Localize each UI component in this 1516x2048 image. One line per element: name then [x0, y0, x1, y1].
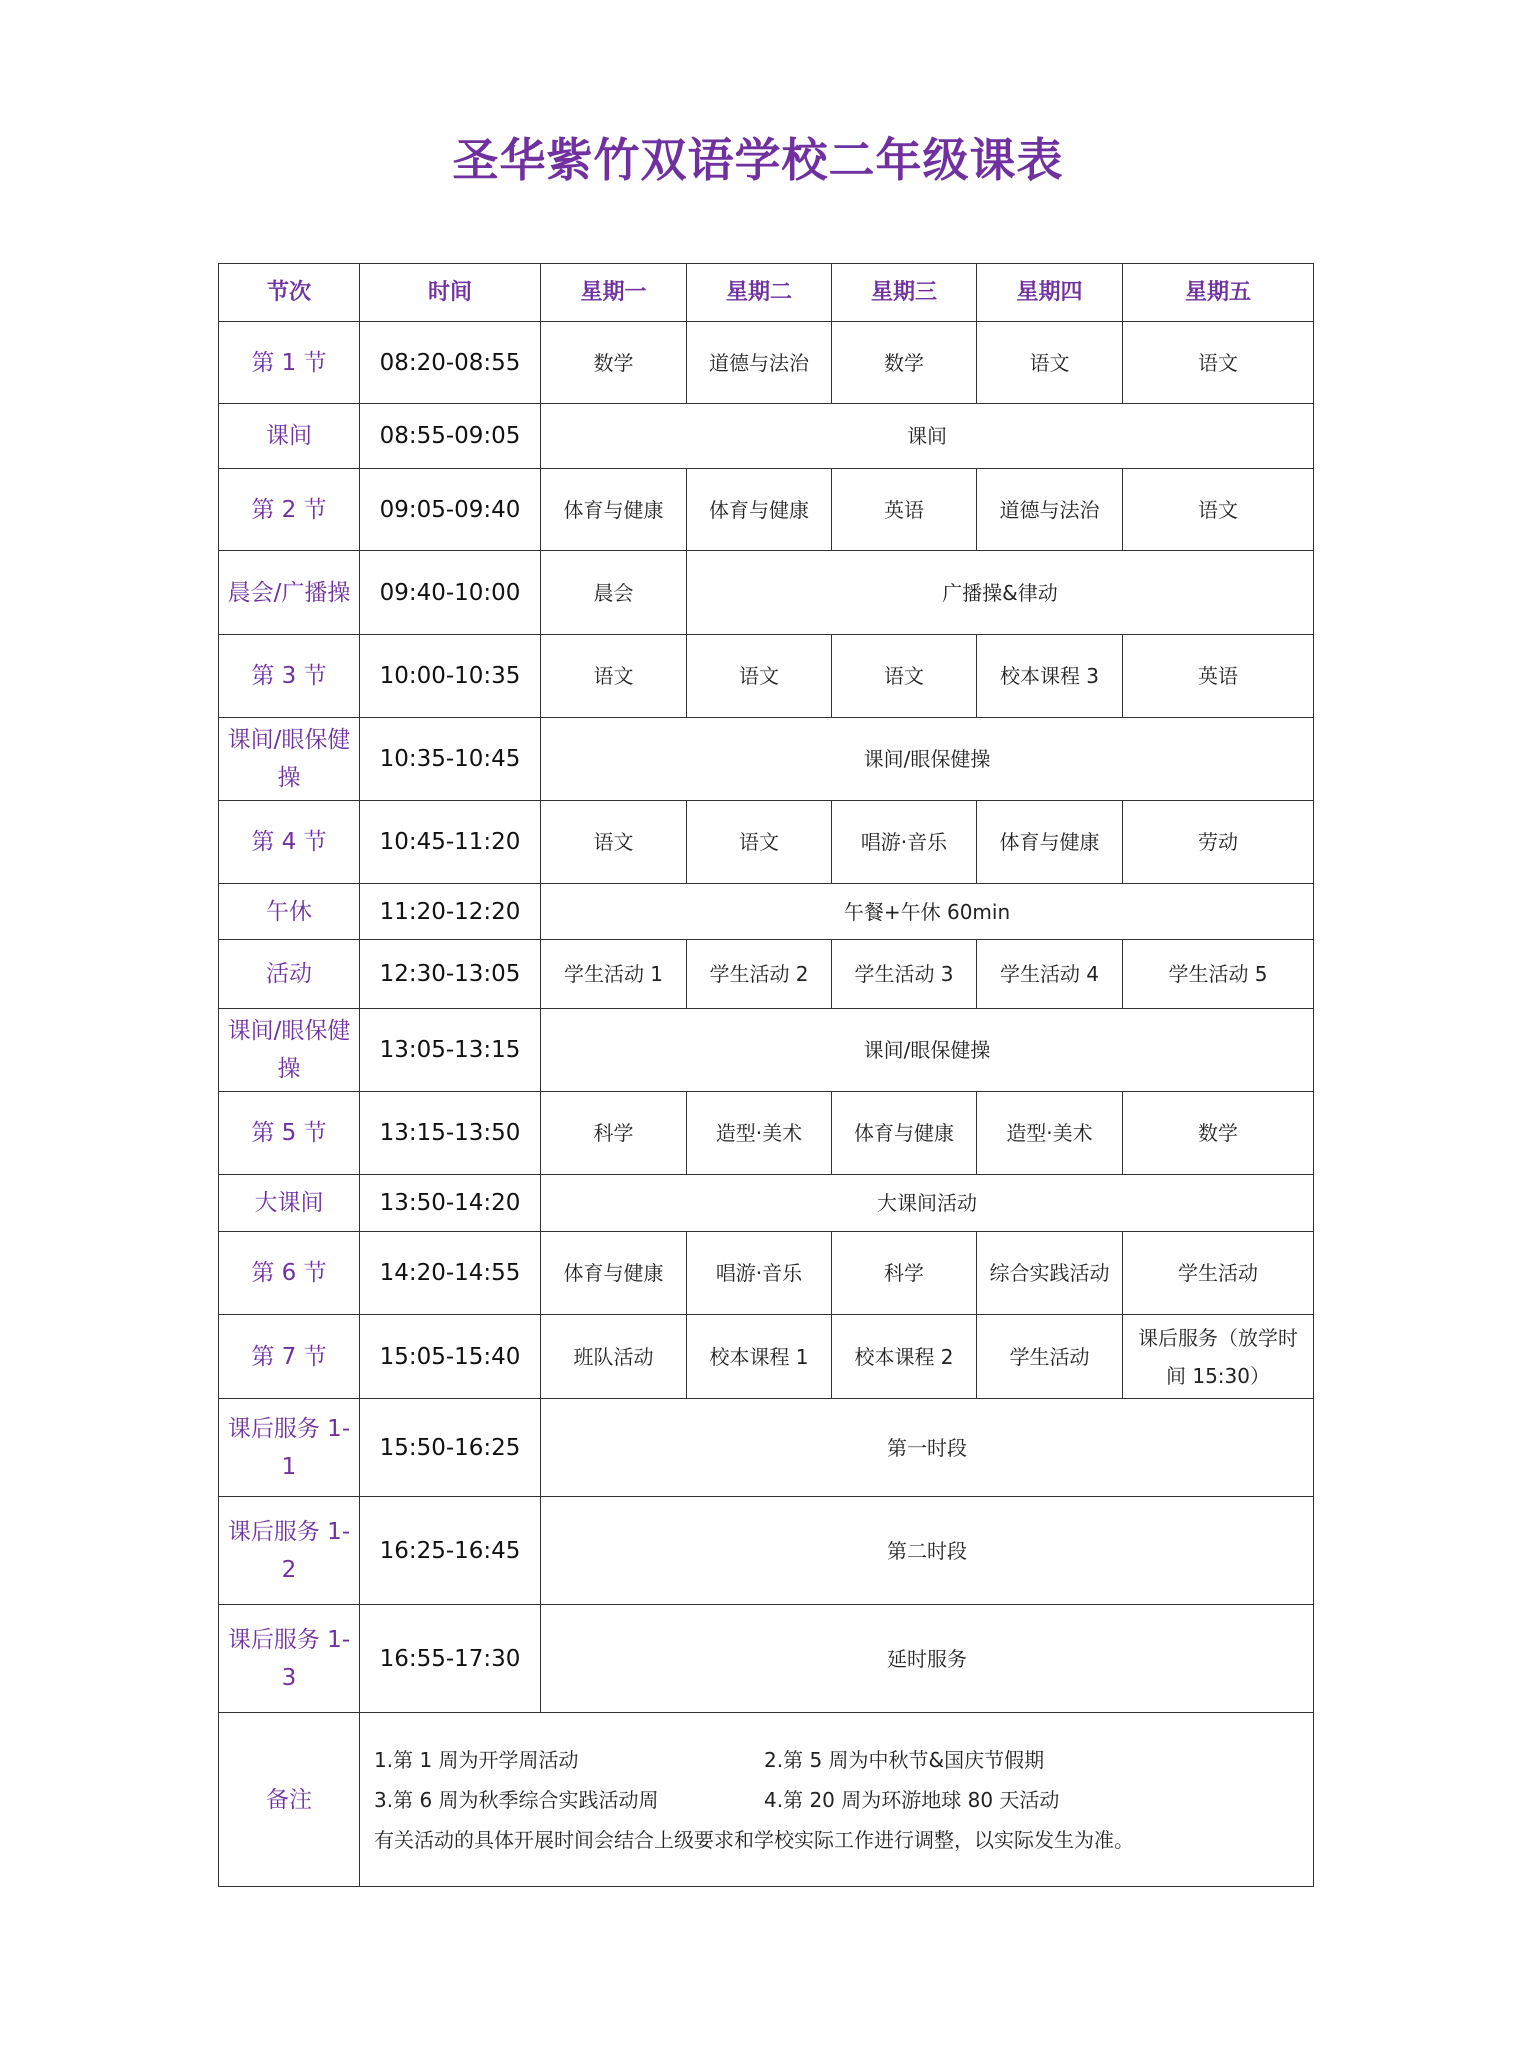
class-cell: 综合实践活动 [977, 1232, 1123, 1315]
page-title: 圣华紫竹双语学校二年级课表 [452, 133, 1064, 187]
table-row [219, 635, 1314, 718]
table-row [219, 1399, 1314, 1497]
class-cell: 语文 [687, 801, 832, 884]
time-range: 10:45-11:20 [360, 801, 541, 884]
class-cell: 校本课程 1 [687, 1315, 832, 1399]
time-range: 15:50-16:25 [360, 1399, 541, 1497]
time-range: 13:05-13:15 [360, 1009, 541, 1092]
time-range: 15:05-15:40 [360, 1315, 541, 1399]
notes-label: 备注 [219, 1713, 360, 1887]
time-range: 14:20-14:55 [360, 1232, 541, 1315]
header-period: 节次 [219, 264, 360, 322]
header-day-1: 星期一 [541, 264, 687, 322]
class-cell: 学生活动 4 [977, 940, 1123, 1009]
note-item: 3.第 6 周为秋季综合实践活动周 [374, 1787, 659, 1812]
table-row [219, 1497, 1314, 1605]
class-cell: 语文 [832, 635, 977, 718]
class-cell: 科学 [541, 1092, 687, 1175]
class-cell: 道德与法治 [687, 322, 832, 404]
class-cell: 学生活动 [1123, 1232, 1314, 1315]
period-label: 课后服务 1-2 [219, 1497, 360, 1605]
notes-content [360, 1713, 1314, 1887]
span-cell: 广播操&律动 [687, 551, 1314, 635]
class-cell: 体育与健康 [541, 1232, 687, 1315]
period-label: 大课间 [219, 1175, 360, 1232]
class-cell: 数学 [832, 322, 977, 404]
span-cell: 第二时段 [541, 1497, 1314, 1605]
note-item: 2.第 5 周为中秋节&国庆节假期 [764, 1747, 1045, 1772]
class-cell: 唱游·音乐 [687, 1232, 832, 1315]
class-cell: 造型·美术 [977, 1092, 1123, 1175]
span-cell: 延时服务 [541, 1605, 1314, 1713]
time-range: 09:40-10:00 [360, 551, 541, 635]
time-range: 10:00-10:35 [360, 635, 541, 718]
period-label: 第 3 节 [219, 635, 360, 718]
time-range: 10:35-10:45 [360, 718, 541, 801]
class-cell: 课后服务（放学时间 15:30） [1123, 1315, 1314, 1399]
time-range: 11:20-12:20 [360, 884, 541, 940]
time-range: 16:55-17:30 [360, 1605, 541, 1713]
span-cell: 课间/眼保健操 [541, 718, 1314, 801]
table-row [219, 884, 1314, 940]
time-range: 09:05-09:40 [360, 469, 541, 551]
class-cell: 英语 [832, 469, 977, 551]
notes-line [374, 1780, 1299, 1820]
class-cell: 数学 [541, 322, 687, 404]
period-label: 课间/眼保健操 [219, 718, 360, 801]
span-cell: 第一时段 [541, 1399, 1314, 1497]
table-row [219, 1315, 1314, 1399]
class-cell: 学生活动 2 [687, 940, 832, 1009]
class-cell: 道德与法治 [977, 469, 1123, 551]
class-cell: 语文 [1123, 469, 1314, 551]
class-cell: 唱游·音乐 [832, 801, 977, 884]
table-row [219, 1092, 1314, 1175]
notes-row [219, 1713, 1314, 1887]
timetable [218, 263, 1314, 1887]
class-cell: 体育与健康 [832, 1092, 977, 1175]
class-cell: 学生活动 3 [832, 940, 977, 1009]
period-label: 第 4 节 [219, 801, 360, 884]
class-cell: 校本课程 2 [832, 1315, 977, 1399]
class-cell: 语文 [687, 635, 832, 718]
period-label: 第 6 节 [219, 1232, 360, 1315]
period-label: 课后服务 1-1 [219, 1399, 360, 1497]
period-label: 午休 [219, 884, 360, 940]
time-range: 08:55-09:05 [360, 404, 541, 469]
header-row [219, 264, 1314, 322]
table-row [219, 551, 1314, 635]
period-label: 课间/眼保健操 [219, 1009, 360, 1092]
span-cell: 课间/眼保健操 [541, 1009, 1314, 1092]
period-label: 第 1 节 [219, 322, 360, 404]
table-row [219, 1605, 1314, 1713]
header-time: 时间 [360, 264, 541, 322]
class-cell: 语文 [541, 635, 687, 718]
class-cell: 体育与健康 [687, 469, 832, 551]
class-cell: 语文 [977, 322, 1123, 404]
class-cell: 科学 [832, 1232, 977, 1315]
time-range: 13:15-13:50 [360, 1092, 541, 1175]
span-cell: 课间 [541, 404, 1314, 469]
note-item: 4.第 20 周为环游地球 80 天活动 [764, 1787, 1060, 1812]
table-row [219, 940, 1314, 1009]
table-row [219, 469, 1314, 551]
table-row [219, 718, 1314, 801]
class-cell: 校本课程 3 [977, 635, 1123, 718]
time-range: 16:25-16:45 [360, 1497, 541, 1605]
span-cell: 午餐+午休 60min [541, 884, 1314, 940]
period-label: 活动 [219, 940, 360, 1009]
notes-line [374, 1740, 1299, 1780]
timetable-body [219, 264, 1314, 1887]
class-cell: 造型·美术 [687, 1092, 832, 1175]
header-day-5: 星期五 [1123, 264, 1314, 322]
header-day-2: 星期二 [687, 264, 832, 322]
time-range: 12:30-13:05 [360, 940, 541, 1009]
time-range: 13:50-14:20 [360, 1175, 541, 1232]
class-cell: 劳动 [1123, 801, 1314, 884]
class-cell: 学生活动 [977, 1315, 1123, 1399]
class-cell: 语文 [1123, 322, 1314, 404]
header-day-4: 星期四 [977, 264, 1123, 322]
notes-footer: 有关活动的具体开展时间会结合上级要求和学校实际工作进行调整，以实际发生为准。 [374, 1827, 1134, 1852]
period-label: 课间 [219, 404, 360, 469]
span-cell: 大课间活动 [541, 1175, 1314, 1232]
class-cell: 晨会 [541, 551, 687, 635]
table-row [219, 1009, 1314, 1092]
period-label: 第 5 节 [219, 1092, 360, 1175]
class-cell: 语文 [541, 801, 687, 884]
period-label: 晨会/广播操 [219, 551, 360, 635]
table-row [219, 404, 1314, 469]
table-row [219, 801, 1314, 884]
class-cell: 班队活动 [541, 1315, 687, 1399]
time-range: 08:20-08:55 [360, 322, 541, 404]
table-row [219, 322, 1314, 404]
header-day-3: 星期三 [832, 264, 977, 322]
class-cell: 体育与健康 [977, 801, 1123, 884]
period-label: 第 7 节 [219, 1315, 360, 1399]
note-item: 1.第 1 周为开学周活动 [374, 1747, 579, 1772]
class-cell: 体育与健康 [541, 469, 687, 551]
class-cell: 学生活动 5 [1123, 940, 1314, 1009]
class-cell: 英语 [1123, 635, 1314, 718]
table-row [219, 1232, 1314, 1315]
table-row [219, 1175, 1314, 1232]
period-label: 课后服务 1-3 [219, 1605, 360, 1713]
class-cell: 学生活动 1 [541, 940, 687, 1009]
class-cell: 数学 [1123, 1092, 1314, 1175]
period-label: 第 2 节 [219, 469, 360, 551]
